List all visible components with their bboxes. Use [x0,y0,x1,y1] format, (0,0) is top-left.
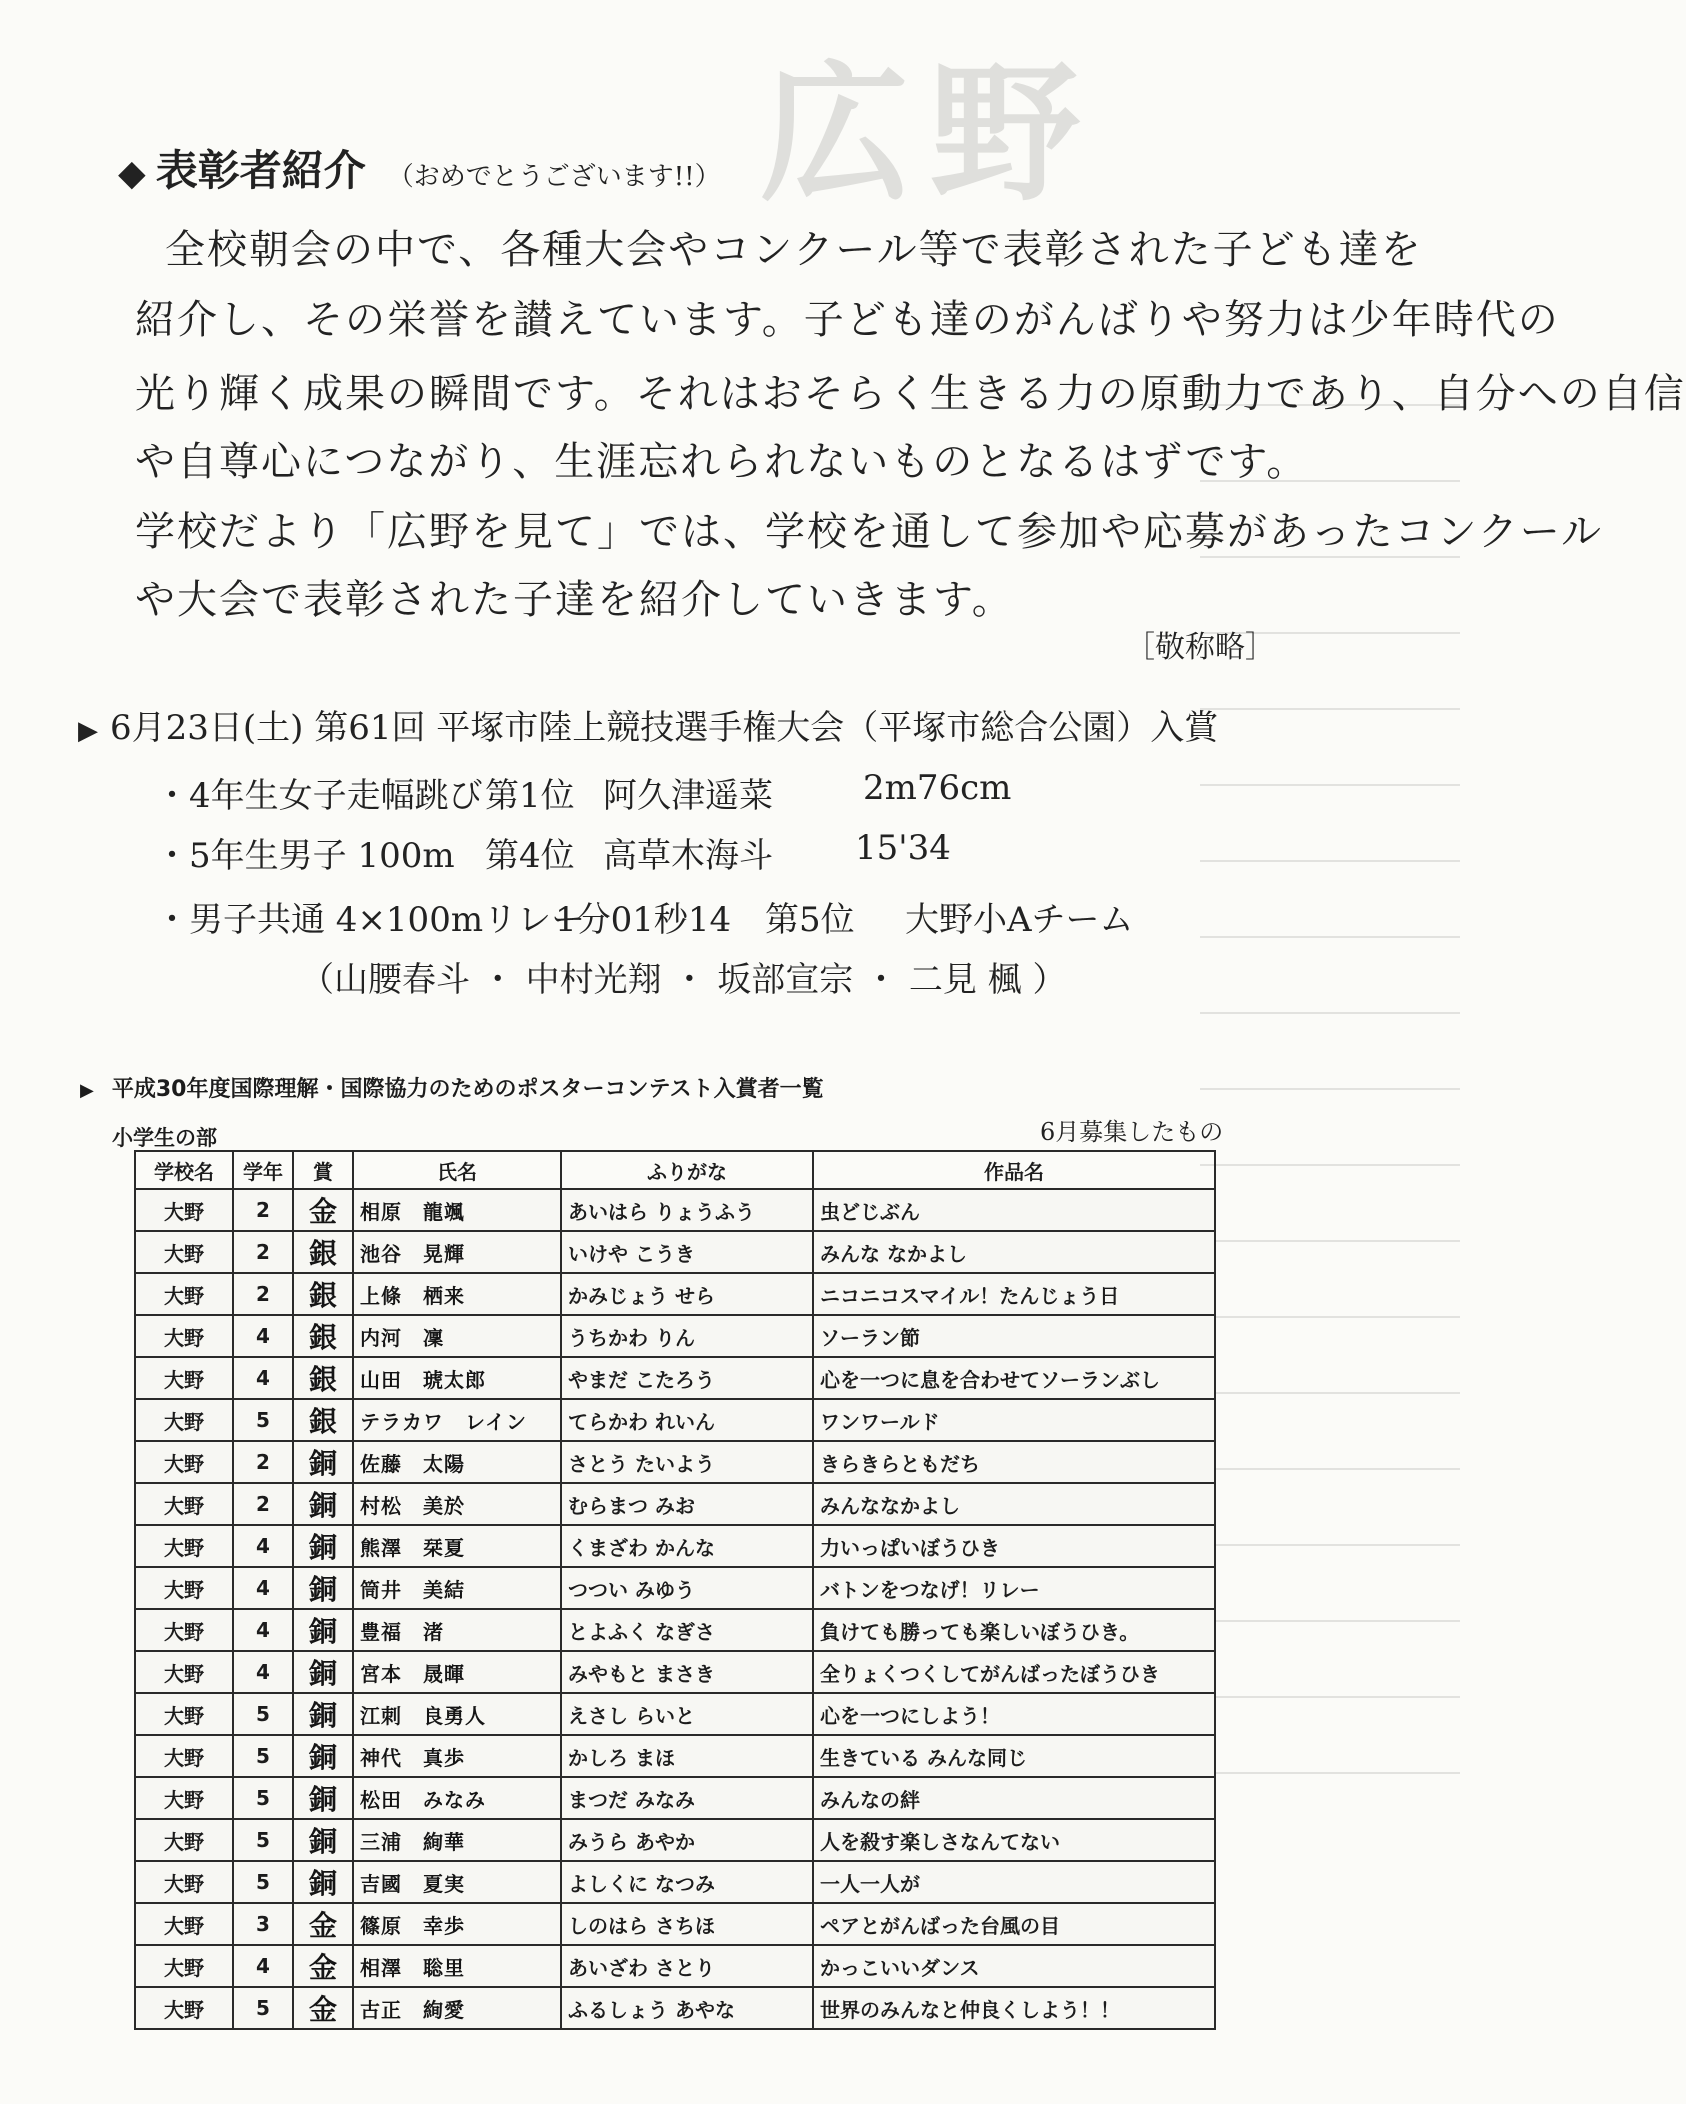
table-row [135,1903,1215,1945]
cell-school: 大野 [135,1315,233,1357]
table-row [135,1609,1215,1651]
cell-kana: うちかわ りん [561,1315,813,1357]
result-name: 阿久津遥菜 [603,776,773,816]
cell-kana: むらまつ みお [561,1483,813,1525]
section-title-text: 表彰者紹介 [155,146,366,195]
cell-school: 大野 [135,1609,233,1651]
cell-work: ニコニコスマイル！たんじょう日 [813,1273,1215,1315]
column-header-award: 賞 [293,1151,353,1189]
cell-kana: いけや こうき [561,1231,813,1273]
cell-award: 銅 [293,1651,353,1693]
section-title [118,138,721,198]
cell-name: 宮本 晟暉 [353,1651,561,1693]
awards-table [134,1150,1216,2030]
triangle-bullet-icon: ▶ [78,716,98,746]
result-record: 15'34 [855,828,951,868]
cell-award: 金 [293,1189,353,1231]
cell-work: バトンをつなげ！リレー [813,1567,1215,1609]
cell-kana: まつだ みなみ [561,1777,813,1819]
cell-award: 金 [293,1987,353,2029]
cell-name: 山田 琥太郎 [353,1357,561,1399]
table-row [135,1945,1215,1987]
cell-school: 大野 [135,1987,233,2029]
cell-kana: とよふく なぎさ [561,1609,813,1651]
result-place: 第5位 [765,900,855,940]
cell-kana: しのはら さちほ [561,1903,813,1945]
cell-school: 大野 [135,1399,233,1441]
cell-school: 大野 [135,1819,233,1861]
cell-school: 大野 [135,1651,233,1693]
column-header-kana: ふりがな [561,1151,813,1189]
cell-grade: 5 [233,1735,293,1777]
cell-award: 銅 [293,1819,353,1861]
cell-kana: かみじょう せら [561,1273,813,1315]
cell-award: 金 [293,1903,353,1945]
honorific-note: ［敬称略］ [1125,630,1275,665]
collection-note: 6月募集したもの [1040,1118,1224,1146]
result-event: ・4年生女子走幅跳び [155,776,483,816]
cell-name: 篠原 幸歩 [353,1903,561,1945]
cell-school: 大野 [135,1735,233,1777]
intro-line: 紹介し、その栄誉を讃えています。子ども達のがんばりや努力は少年時代の [135,297,1560,343]
cell-grade: 5 [233,1777,293,1819]
intro-line: や自尊心につながり、生涯忘れられないものとなるはずです。 [135,439,1309,485]
cell-school: 大野 [135,1861,233,1903]
result-event: ・5年生男子 100m [155,836,455,876]
table-row [135,1273,1215,1315]
table-row [135,1399,1215,1441]
table-row [135,1483,1215,1525]
result-event: ・男子共通 4×100mリレー [155,900,586,940]
cell-work: 力いっぱいぼうひき [813,1525,1215,1567]
cell-name: 吉國 夏実 [353,1861,561,1903]
cell-name: 内河 凜 [353,1315,561,1357]
cell-award: 銀 [293,1399,353,1441]
elementary-section-label: 小学生の部 [112,1126,217,1150]
cell-name: 相原 龍颯 [353,1189,561,1231]
cell-grade: 4 [233,1651,293,1693]
cell-grade: 2 [233,1189,293,1231]
cell-award: 銅 [293,1609,353,1651]
table-row [135,1357,1215,1399]
table-row [135,1231,1215,1273]
table-row [135,1315,1215,1357]
cell-school: 大野 [135,1231,233,1273]
diamond-bullet-icon: ◆ [118,152,146,194]
poster-heading-text: 平成30年度国際理解・国際協力のためのポスターコンテスト入賞者一覧 [111,1077,824,1102]
cell-name: 筒井 美結 [353,1567,561,1609]
cell-grade: 4 [233,1945,293,1987]
cell-kana: あいざわ さとり [561,1945,813,1987]
cell-grade: 3 [233,1903,293,1945]
column-header-name: 氏名 [353,1151,561,1189]
cell-grade: 2 [233,1483,293,1525]
cell-school: 大野 [135,1777,233,1819]
cell-work: みんな なかよし [813,1231,1215,1273]
column-header-grade: 学年 [233,1151,293,1189]
cell-grade: 5 [233,1693,293,1735]
cell-grade: 4 [233,1567,293,1609]
table-row [135,1987,1215,2029]
table-row [135,1819,1215,1861]
cell-award: 銅 [293,1693,353,1735]
cell-work: 一人一人が [813,1861,1215,1903]
cell-school: 大野 [135,1903,233,1945]
table-row [135,1693,1215,1735]
cell-name: 村松 美於 [353,1483,561,1525]
cell-grade: 4 [233,1609,293,1651]
cell-kana: さとう たいよう [561,1441,813,1483]
cell-name: 佐藤 太陽 [353,1441,561,1483]
cell-work: きらきらともだち [813,1441,1215,1483]
result-name: 高草木海斗 [603,836,773,876]
cell-kana: つつい みゆう [561,1567,813,1609]
cell-school: 大野 [135,1525,233,1567]
cell-kana: よしくに なつみ [561,1861,813,1903]
cell-award: 銀 [293,1357,353,1399]
cell-work: 人を殺す楽しさなんてない [813,1819,1215,1861]
cell-award: 銅 [293,1735,353,1777]
cell-school: 大野 [135,1567,233,1609]
cell-work: みんなの絆 [813,1777,1215,1819]
cell-award: 銅 [293,1777,353,1819]
cell-kana: てらかわ れいん [561,1399,813,1441]
cell-award: 銀 [293,1231,353,1273]
cell-kana: かしろ まほ [561,1735,813,1777]
cell-award: 銅 [293,1861,353,1903]
cell-name: 相澤 聡里 [353,1945,561,1987]
intro-line: 学校だより「広野を見て」では、学校を通して参加や応募があったコンクール [135,509,1603,555]
cell-grade: 5 [233,1819,293,1861]
cell-kana: くまざわ かんな [561,1525,813,1567]
cell-name: 古正 絢愛 [353,1987,561,2029]
cell-kana: えさし らいと [561,1693,813,1735]
cell-school: 大野 [135,1693,233,1735]
cell-award: 銀 [293,1273,353,1315]
cell-kana: みやもと まさき [561,1651,813,1693]
cell-kana: みうら あやか [561,1819,813,1861]
cell-award: 銅 [293,1483,353,1525]
cell-award: 銅 [293,1441,353,1483]
cell-name: 上條 栖来 [353,1273,561,1315]
cell-school: 大野 [135,1945,233,1987]
cell-school: 大野 [135,1189,233,1231]
cell-name: 松田 みなみ [353,1777,561,1819]
cell-school: 大野 [135,1357,233,1399]
cell-work: かっこいいダンス [813,1945,1215,1987]
result-place: 第4位 [485,836,575,876]
cell-kana: ふるしょう あやな [561,1987,813,2029]
intro-line: 光り輝く成果の瞬間です。それはおそらく生きる力の原動力であり、自分への自信 [135,371,1686,417]
event-heading [78,700,1218,749]
cell-work: 負けても勝っても楽しいぼうひき。 [813,1609,1215,1651]
section-title-note: （おめでとうございます!!） [387,162,721,192]
result-team: 大野小Aチーム [905,900,1134,940]
intro-line: 全校朝会の中で、各種大会やコンクール等で表彰された子ども達を [165,227,1423,273]
table-row [135,1567,1215,1609]
table-row [135,1189,1215,1231]
cell-work: ワンワールド [813,1399,1215,1441]
cell-award: 金 [293,1945,353,1987]
cell-name: テラカワ レイン [353,1399,561,1441]
cell-school: 大野 [135,1273,233,1315]
cell-grade: 4 [233,1525,293,1567]
table-row [135,1525,1215,1567]
cell-name: 豊福 渚 [353,1609,561,1651]
bleed-through-header: 広野 [760,48,1101,222]
cell-work: みんななかよし [813,1483,1215,1525]
cell-grade: 5 [233,1987,293,2029]
cell-name: 三浦 絢華 [353,1819,561,1861]
triangle-bullet-icon: ▶ [80,1080,94,1101]
result-record: 2m76cm [863,768,1012,808]
cell-name: 熊澤 栞夏 [353,1525,561,1567]
table-row [135,1861,1215,1903]
cell-school: 大野 [135,1441,233,1483]
awards-table-body [135,1189,1215,2029]
result-place: 第1位 [485,776,575,816]
cell-name: 神代 真歩 [353,1735,561,1777]
cell-work: 心を一つに息を合わせてソーランぶし [813,1357,1215,1399]
cell-work: ソーラン節 [813,1315,1215,1357]
cell-grade: 5 [233,1861,293,1903]
cell-grade: 2 [233,1231,293,1273]
cell-grade: 4 [233,1315,293,1357]
relay-members: （山腰春斗 ・ 中村光翔 ・ 坂部宣宗 ・ 二見 楓 ） [300,960,1067,1000]
cell-name: 江刺 良勇人 [353,1693,561,1735]
cell-work: 生きている みんな同じ [813,1735,1215,1777]
cell-name: 池谷 晃輝 [353,1231,561,1273]
cell-award: 銅 [293,1525,353,1567]
table-header-row [135,1151,1215,1189]
column-header-work: 作品名 [813,1151,1215,1189]
cell-grade: 4 [233,1357,293,1399]
cell-school: 大野 [135,1483,233,1525]
event-heading-text: 6月23日(土) 第61回 平塚市陸上競技選手権大会（平塚市総合公園）入賞 [110,708,1219,748]
cell-kana: やまだ こたろう [561,1357,813,1399]
cell-award: 銅 [293,1567,353,1609]
intro-line: や大会で表彰された子達を紹介していきます。 [135,577,1014,623]
cell-work: ペアとがんばった台風の目 [813,1903,1215,1945]
cell-grade: 2 [233,1273,293,1315]
cell-work: 虫どじぶん [813,1189,1215,1231]
cell-work: 全りょくつくしてがんばったぼうひき [813,1651,1215,1693]
cell-award: 銀 [293,1315,353,1357]
result-time: 1分01秒14 [555,900,732,940]
cell-kana: あいはら りょうふう [561,1189,813,1231]
table-row [135,1777,1215,1819]
table-row [135,1441,1215,1483]
cell-grade: 5 [233,1399,293,1441]
table-row [135,1651,1215,1693]
cell-work: 世界のみんなと仲良くしよう！！ [813,1987,1215,2029]
cell-work: 心を一つにしよう！ [813,1693,1215,1735]
column-header-school: 学校名 [135,1151,233,1189]
cell-grade: 2 [233,1441,293,1483]
poster-heading [80,1072,824,1103]
table-row [135,1735,1215,1777]
